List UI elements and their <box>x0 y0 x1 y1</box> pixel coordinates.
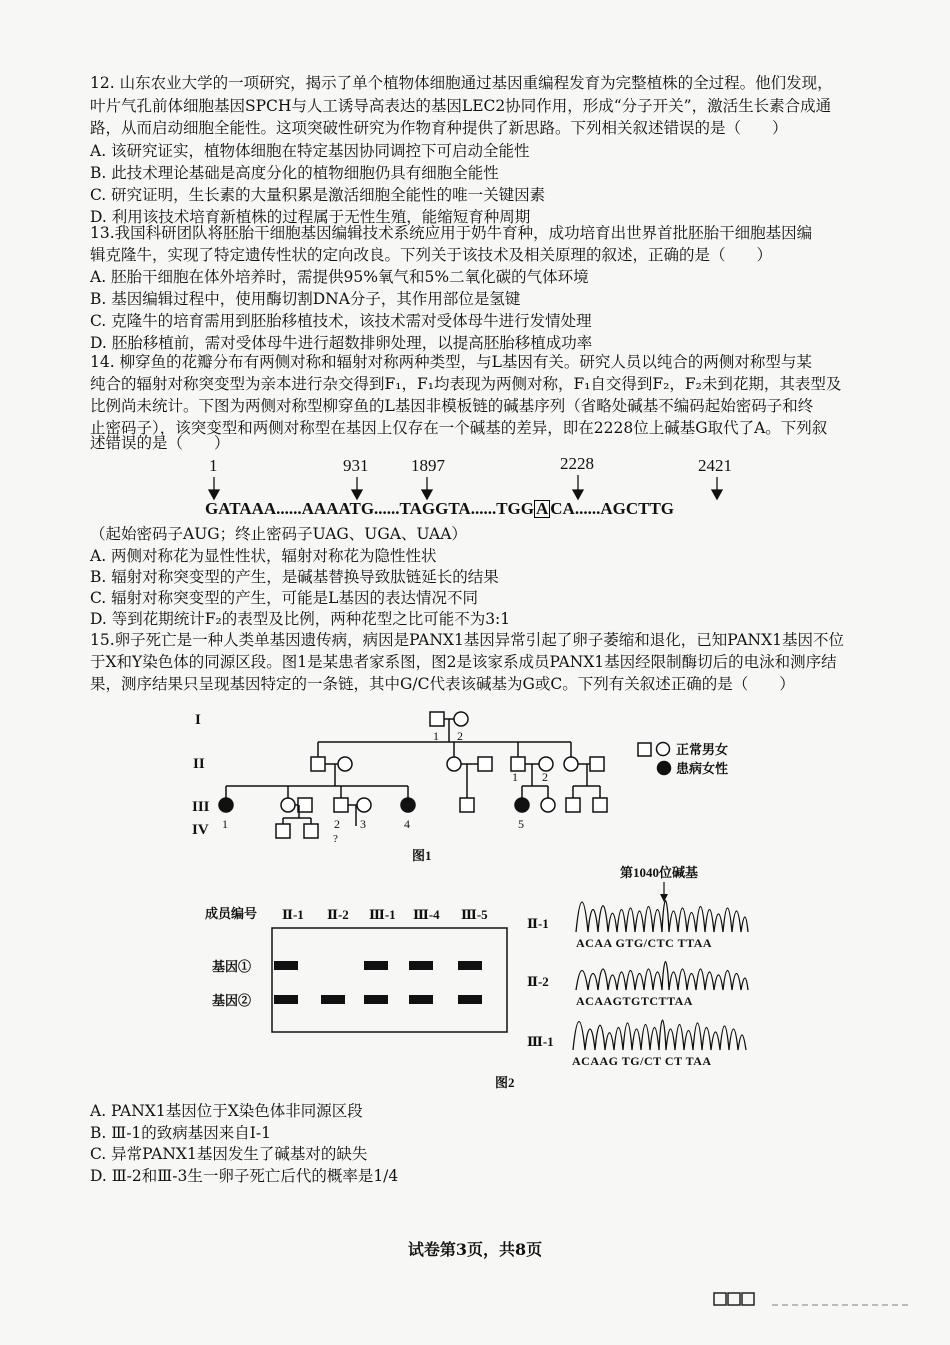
pedigree-i1-male <box>430 712 444 726</box>
gel-member-5: Ⅲ-5 <box>461 907 488 922</box>
pedigree-iii2-male <box>334 798 348 812</box>
q12-option-d: D. 利用该技术培育新植株的过程属于无性生殖，能缩短育种周期 <box>90 208 531 226</box>
gel-row-label-2: 基因② <box>212 993 252 1008</box>
pedigree-ii1-male <box>511 757 525 771</box>
pedigree-ii-male-b <box>478 757 492 771</box>
gel-member-4: Ⅲ-4 <box>413 907 440 922</box>
q12-option-b: B. 此技术理论基础是高度分化的植物细胞仍具有细胞全能性 <box>90 164 499 182</box>
q14-option-b: B. 辐射对称突变型的产生，是碱基替换导致肽链延长的结果 <box>90 568 499 586</box>
q12-stem-line-2: 叶片气孔前体细胞基因SPCH与人工诱导高表达的基因LEC2协同作用，形成“分子开关”，激活生长素合成通 <box>90 97 832 115</box>
gel-band <box>458 995 482 1004</box>
legend-affected-label: 患病女性 <box>676 761 729 776</box>
corner-marks <box>712 1289 922 1309</box>
gen-label-3: III <box>192 799 210 815</box>
q12-option-a: A. 该研究证实，植物体细胞在特定基因协同调控下可启动全能性 <box>90 142 530 160</box>
gel-row-label-1: 基因① <box>212 959 252 974</box>
qr-code-icon <box>714 1293 726 1305</box>
q15-option-c: C. 异常PANX1基因发生了碱基对的缺失 <box>90 1145 368 1163</box>
codon-note: （起始密码子AUG；终止密码子UAG、UGA、UAA） <box>90 525 467 543</box>
trace-label-2: Ⅱ-2 <box>527 974 549 989</box>
pedigree-ii-female-c <box>564 757 578 771</box>
q15-stem-line-1: 15.卵子死亡是一种人类单基因遗传病，病因是PANX1基因异常引起了卵子萎缩和退化，已知PANX1基因不位 <box>90 631 844 649</box>
dna-sequence <box>205 499 674 519</box>
gel-band <box>274 961 298 970</box>
gel-member-2: Ⅱ-2 <box>327 907 349 922</box>
q14-stem-line-2: 纯合的辐射对称突变型为亲本进行杂交得到F₁，F₁均表现为两侧对称，F₁自交得到F₂，F₂未到花期，其表型及 <box>90 375 842 393</box>
q13-stem-line-2: 辑克隆牛，实现了特定遗传性状的定向改良。下列关于该技术及相关原理的叙述，正确的是（ ） <box>90 246 773 264</box>
gel-header: 成员编号 <box>205 906 258 921</box>
pedigree-iii-male-d <box>593 798 607 812</box>
gel-band <box>409 961 433 970</box>
q14-stem-line-5: 述错误的是（ ） <box>90 434 230 452</box>
trace-seq-2: ACAAGTGTCTTAA <box>576 994 693 1008</box>
pedigree-i2-female <box>454 712 468 726</box>
q14-option-a: A. 两侧对称花为显性性状，辐射对称花为隐性性状 <box>90 547 437 565</box>
label-iii5: 5 <box>518 817 524 831</box>
gel-frame <box>272 928 507 1032</box>
pedigree-iii-male-b <box>460 798 474 812</box>
gen-label-4: IV <box>192 822 209 838</box>
q12-option-c: C. 研究证明，生长素的大量积累是激活细胞全能性的唯一关键因素 <box>90 186 546 204</box>
q15-option-b: B. Ⅲ-1的致病基因来自Ⅰ-1 <box>90 1124 272 1142</box>
q15-stem-line-2: 于X和Y染色体的同源区段。图1是某患者家系图，图2是该家系成员PANX1基因经限制酶切后的电泳和测序结 <box>90 653 837 671</box>
label-unknown: ? <box>333 833 338 845</box>
figure-2-caption: 图2 <box>495 1075 515 1090</box>
figure-2 <box>0 862 950 1094</box>
page-footer: 试卷第3页，共8页 <box>407 1240 543 1259</box>
trace-seq-1: ACAA GTG/CTC TTAA <box>576 936 713 950</box>
q13-option-b: B. 基因编辑过程中，使用酶切割DNA分子，其作用部位是氢键 <box>90 290 521 308</box>
q13-option-d: D. 胚胎移植前，需对受体母牛进行超数排卵处理，以提高胚胎移植成功率 <box>90 334 593 352</box>
trace-wave-3 <box>573 1020 746 1050</box>
pedigree-iii-female-a <box>281 798 295 812</box>
q12-stem-line-1: 12. 山东农业大学的一项研究，揭示了单个植物体细胞通过基因重编程发育为完整植株的全过程。他们发现， <box>90 74 833 92</box>
label-ii1: 1 <box>512 770 518 784</box>
position-label-1: 1 <box>209 456 218 475</box>
q14-stem-line-1: 14. 柳穿鱼的花瓣分布有两侧对称和辐射对称两种类型，与L基因有关。研究人员以纯合的两侧对称型与某 <box>90 353 812 371</box>
gel-band <box>321 995 345 1004</box>
pedigree-iv-male-a <box>276 824 290 838</box>
q15-option-d: D. Ⅲ-2和Ⅲ-3生一卵子死亡后代的概率是1/4 <box>90 1167 399 1185</box>
q14-option-d: D. 等到花期统计F₂的表型及比例，两种花型之比可能不为3:1 <box>90 610 511 628</box>
position-label-1897: 1897 <box>411 456 445 475</box>
gel-band <box>458 961 482 970</box>
figure-1-caption: 图1 <box>412 848 432 863</box>
gen-label-1: I <box>195 712 201 728</box>
position-arrows <box>0 0 950 520</box>
sequencing-traces <box>527 865 748 1068</box>
position-label-931: 931 <box>343 456 369 475</box>
gel-band <box>409 995 433 1004</box>
label-iii2: 2 <box>334 817 340 831</box>
gel-member-1: Ⅱ-1 <box>282 907 304 922</box>
pedigree-iii-female-b <box>541 798 555 812</box>
q15-option-a: A. PANX1基因位于X染色体非同源区段 <box>90 1102 363 1120</box>
gel-bands <box>274 961 482 1004</box>
label-iii1: 1 <box>222 817 228 831</box>
legend-normal-female-symbol <box>657 743 670 756</box>
pedigree-ii-female-b <box>447 757 461 771</box>
q13-option-a: A. 胚胎干细胞在体外培养时，需提供95%氧气和5%二氧化碳的气体环境 <box>90 268 589 286</box>
q13-option-c: C. 克隆牛的培育需用到胚胎移植技术，该技术需对受体母牛进行发情处理 <box>90 312 592 330</box>
gel-band <box>274 995 298 1004</box>
q12-stem-line-3: 路，从而启动细胞全能性。这项突破性研究为作物育种提供了新思路。下列相关叙述错误的是（ ） <box>90 119 788 137</box>
position-label-2421: 2421 <box>698 456 732 475</box>
sequencing-title: 第1040位碱基 <box>620 865 699 880</box>
gel-band <box>364 961 388 970</box>
pedigree-iii4-affected <box>401 798 415 812</box>
legend-affected-female-symbol <box>658 762 671 775</box>
q14-option-c: C. 辐射对称突变型的产生，可能是L基因的表达情况不同 <box>90 589 478 607</box>
trace-seq-3: ACAAG TG/CT CT TAA <box>572 1054 712 1068</box>
pedigree-iii-male-a <box>298 798 312 812</box>
pedigree-ii-male-c <box>590 757 604 771</box>
pedigree-iii3-female <box>357 798 371 812</box>
q14-stem-line-4: 止密码子），该突变型和两侧对称型在基因上仅存在一个碱基的差异，即在2228位上碱基G取代了A。下列叙 <box>90 419 828 437</box>
label-i1: 1 <box>433 729 439 743</box>
trace-label-3: Ⅲ-1 <box>527 1034 554 1049</box>
pedigree-iii-male-c <box>566 798 580 812</box>
pedigree-iii5-affected <box>515 798 529 812</box>
q13-stem-line-1: 13.我国科研团队将胚胎干细胞基因编辑技术系统应用于奶牛育种，成功培育出世界首批胚胎干细胞基因编 <box>90 224 813 242</box>
position-label-2228: 2228 <box>560 454 594 473</box>
pedigree-chart <box>0 700 950 865</box>
q14-stem-line-3: 比例尚未统计。下图为两侧对称型柳穿鱼的L基因非模板链的碱基序列（省略处碱基不编码起始密码子和终 <box>90 397 814 415</box>
gel-band <box>364 995 388 1004</box>
pedigree-iv-male-b <box>304 824 318 838</box>
sequence-part-2: CA......AGCTTG <box>550 499 675 518</box>
pedigree-ii-female-a <box>338 757 352 771</box>
trace-label-1: Ⅱ-1 <box>527 916 549 931</box>
sequence-part-1: GATAAA......AAAATG......TAGGTA......TGG <box>205 499 534 518</box>
gen-label-2: II <box>193 756 205 772</box>
label-iii3: 3 <box>360 817 366 831</box>
legend-normal-male-symbol <box>638 743 651 756</box>
trace-wave-2 <box>576 962 748 991</box>
pedigree-iii1-affected <box>219 798 233 812</box>
pedigree-ii2-female <box>539 757 553 771</box>
sequence-boxed-base: A <box>536 499 549 518</box>
trace-wave-1 <box>576 901 748 933</box>
legend-normal-label: 正常男女 <box>676 742 729 757</box>
label-ii2: 2 <box>542 770 548 784</box>
label-i2: 2 <box>457 729 463 743</box>
label-iii4: 4 <box>404 817 410 831</box>
pedigree-ii-male-a <box>311 757 325 771</box>
q15-stem-line-3: 果，测序结果只呈现基因特定的一条链，其中G/C代表该碱基为G或C。下列有关叙述正确的是（ ） <box>90 675 795 693</box>
gel-member-3: Ⅲ-1 <box>369 907 396 922</box>
gel-electrophoresis <box>205 906 507 1032</box>
